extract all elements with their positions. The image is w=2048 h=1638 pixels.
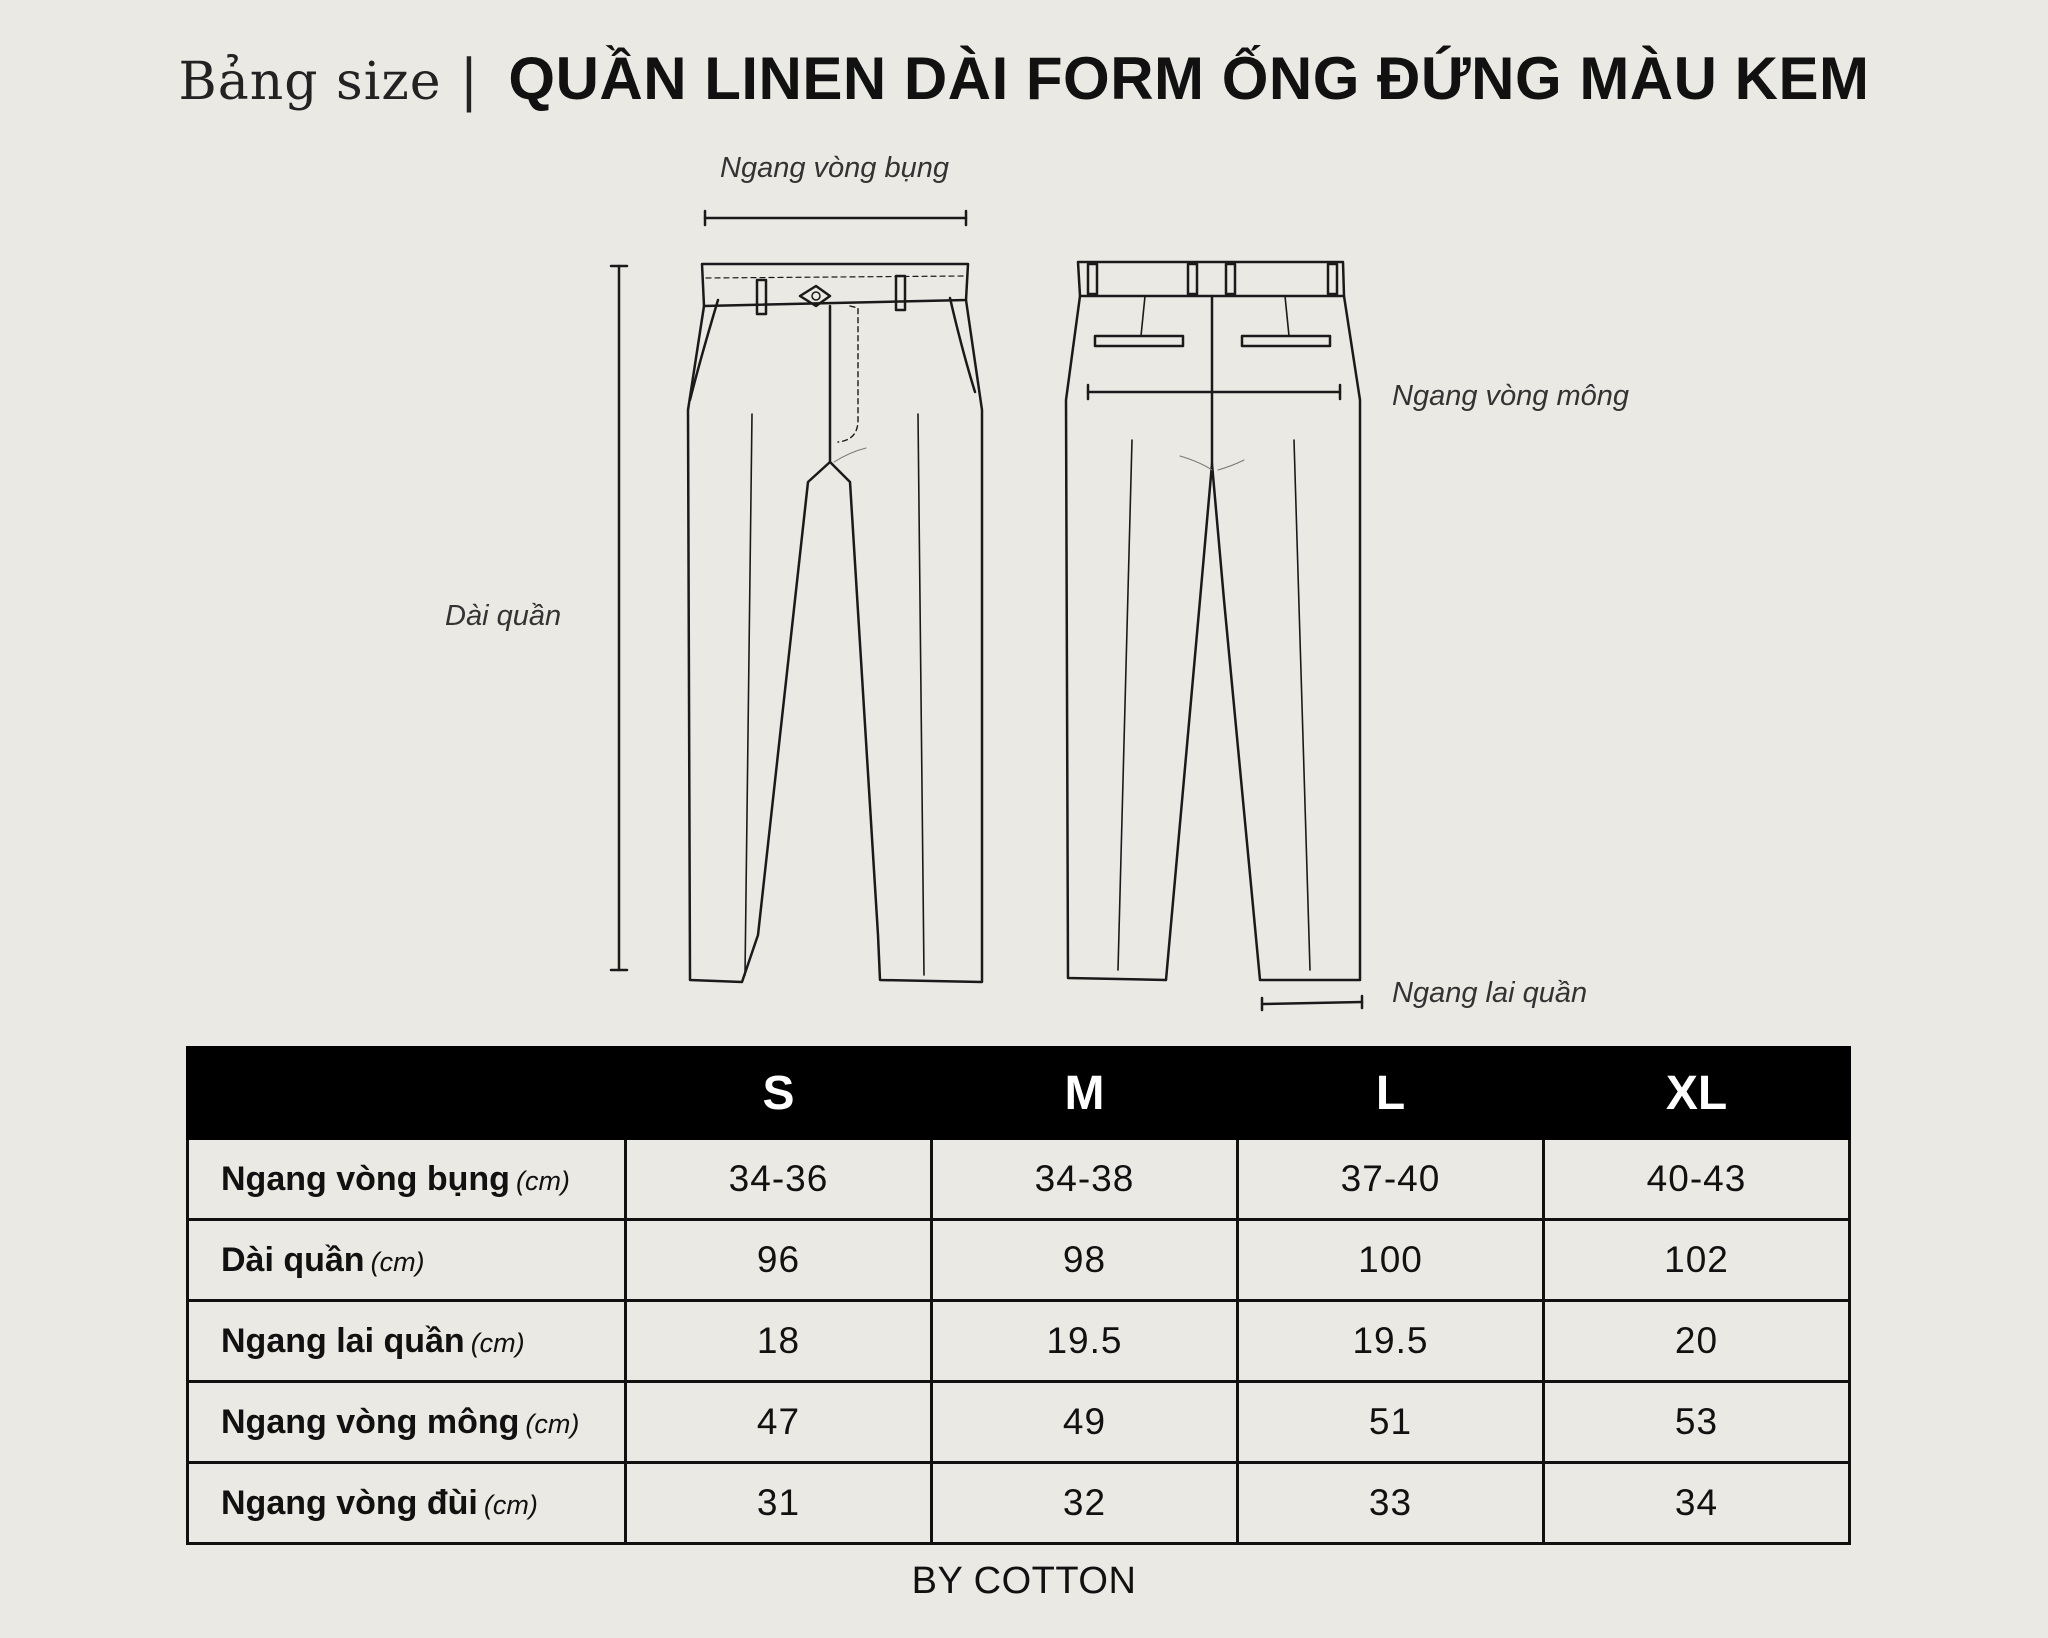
table-cell: 33: [1238, 1463, 1544, 1544]
title-prefix: Bảng size: [178, 52, 442, 112]
hip-label: Ngang vòng mông: [1392, 380, 1629, 412]
table-row: [188, 1382, 1850, 1463]
table-header-row: [188, 1048, 1850, 1139]
unit-label: (cm): [470, 1327, 525, 1358]
hem-label: Ngang lai quần: [1392, 977, 1588, 1009]
table-cell: 102: [1544, 1220, 1850, 1301]
table-cell: 20: [1544, 1301, 1850, 1382]
table-cell: 47: [626, 1382, 932, 1463]
back-view: [1066, 262, 1360, 980]
row-label-text: Ngang lai quần: [221, 1321, 465, 1360]
row-label: [188, 1139, 626, 1220]
table-cell: 19.5: [1238, 1301, 1544, 1382]
table-cell: 32: [932, 1463, 1238, 1544]
table-row: [188, 1139, 1850, 1220]
length-measure-line: [611, 266, 627, 970]
waist-measure-line: [705, 211, 966, 225]
unit-label: (cm): [370, 1246, 425, 1277]
row-label-text: Dài quần: [221, 1240, 365, 1279]
table-cell: 51: [1238, 1382, 1544, 1463]
table-header-cell: S: [626, 1048, 932, 1139]
table-row: [188, 1301, 1850, 1382]
waist-label: Ngang vòng bụng: [720, 152, 949, 184]
hip-measure-line: [1088, 385, 1340, 399]
table-header-cell: [188, 1048, 626, 1139]
table-cell: 37-40: [1238, 1139, 1544, 1220]
row-label: [188, 1463, 626, 1544]
table-cell: 34-36: [626, 1139, 932, 1220]
table-header-cell: M: [932, 1048, 1238, 1139]
table-header-cell: L: [1238, 1048, 1544, 1139]
title-separator: |: [459, 48, 479, 113]
table-cell: 31: [626, 1463, 932, 1544]
hem-measure-line: [1262, 996, 1362, 1010]
product-title: QUẦN LINEN DÀI FORM ỐNG ĐỨNG MÀU KEM: [508, 45, 1870, 112]
row-label-text: Ngang vòng bụng: [221, 1159, 510, 1198]
unit-label: (cm): [483, 1489, 538, 1520]
table-cell: 49: [932, 1382, 1238, 1463]
unit-label: (cm): [515, 1165, 570, 1196]
table-cell: 34: [1544, 1463, 1850, 1544]
size-table: [186, 1046, 1851, 1545]
table-cell: 53: [1544, 1382, 1850, 1463]
table-header-cell: XL: [1544, 1048, 1850, 1139]
row-label-text: Ngang vòng đùi: [221, 1483, 478, 1522]
table-row: [188, 1220, 1850, 1301]
table-cell: 98: [932, 1220, 1238, 1301]
brand-footer: BY COTTON: [911, 1560, 1137, 1602]
unit-label: (cm): [525, 1408, 580, 1439]
length-label: Dài quần: [445, 600, 562, 632]
table-cell: 19.5: [932, 1301, 1238, 1382]
row-label-text: Ngang vòng mông: [221, 1402, 520, 1441]
front-view: [688, 264, 982, 982]
row-label: [188, 1301, 626, 1382]
table-cell: 40-43: [1544, 1139, 1850, 1220]
table-cell: 18: [626, 1301, 932, 1382]
table-cell: 34-38: [932, 1139, 1238, 1220]
table-cell: 100: [1238, 1220, 1544, 1301]
row-label: [188, 1382, 626, 1463]
table-row: [188, 1463, 1850, 1544]
row-label: [188, 1220, 626, 1301]
table-cell: 96: [626, 1220, 932, 1301]
